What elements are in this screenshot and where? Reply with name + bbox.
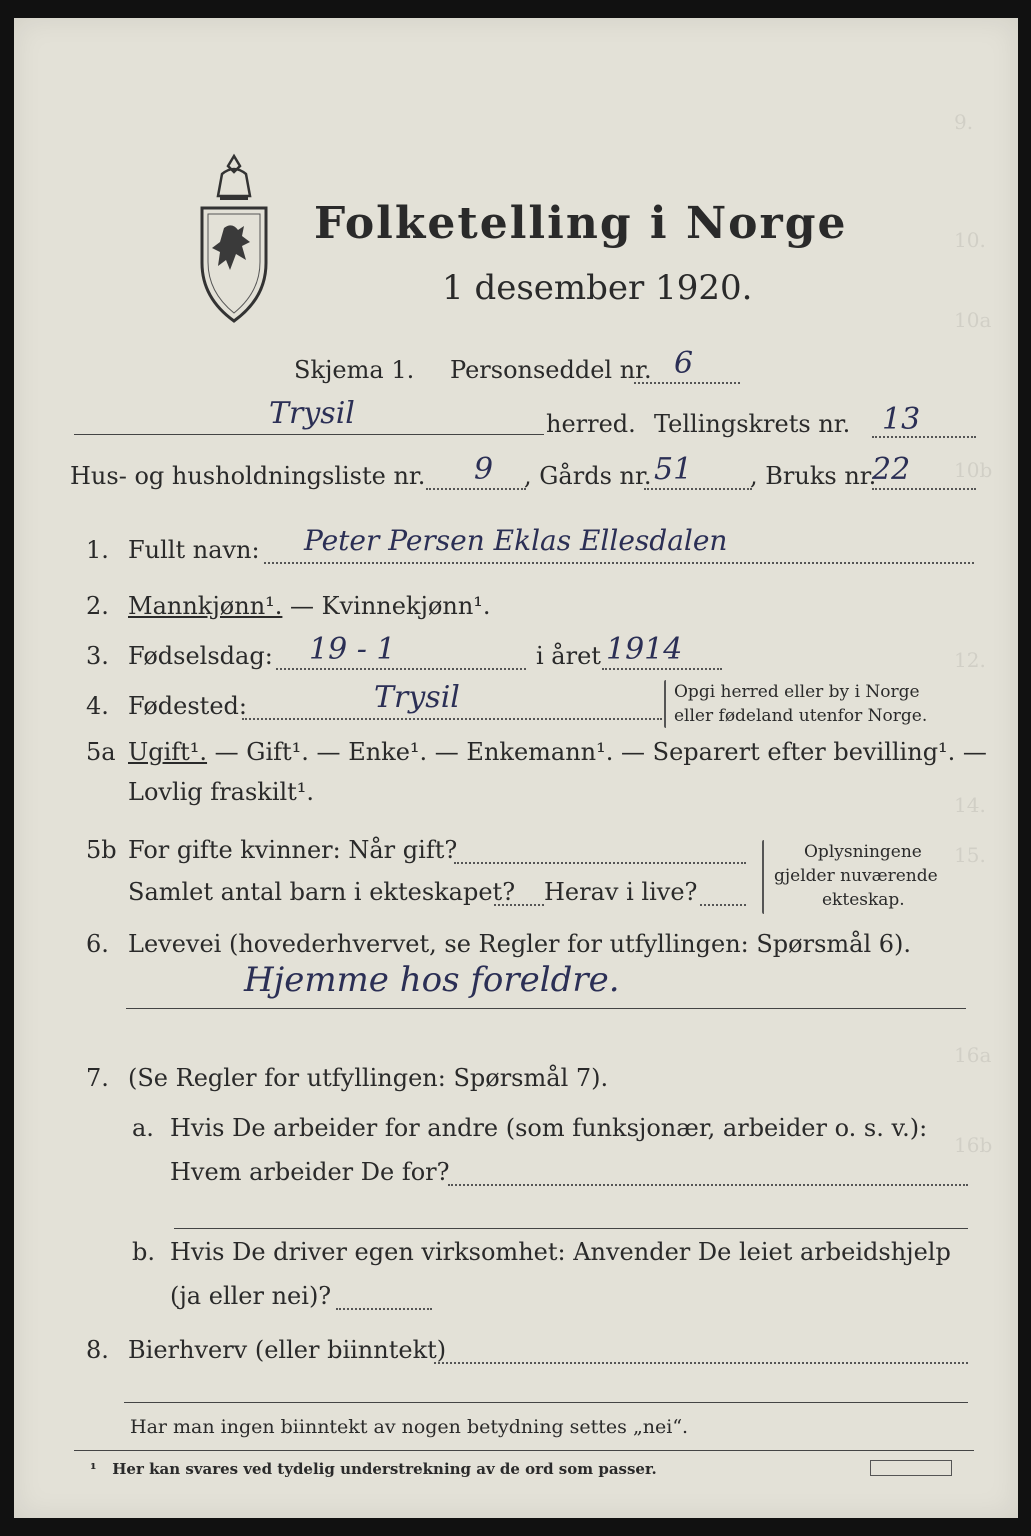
form-date: 1 desember 1920. xyxy=(442,268,753,308)
biinntekt-note: Har man ingen biinntekt av nogen betydning settes „nei“. xyxy=(130,1416,689,1438)
q5a-options: Ugift¹. — Gift¹. — Enke¹. — Enkemann¹. — Separert efter bevilling¹. — xyxy=(128,738,987,766)
household-value: 9 xyxy=(474,452,494,487)
bruks-value: 22 xyxy=(872,452,911,487)
footnote: ¹ Her kan svares ved tydelig understrekning av de ord som passer. xyxy=(90,1460,657,1478)
q5a-line2: Lovlig fraskilt¹. xyxy=(128,778,315,806)
birthplace-note-2: eller fødeland utenfor Norge. xyxy=(674,706,928,726)
q5b-note-2: gjelder nuværende xyxy=(774,866,938,886)
printer-stamp-icon xyxy=(870,1460,952,1476)
gards-label: , Gårds nr. xyxy=(524,462,652,490)
herred-label: herred. xyxy=(546,410,636,438)
q8-number: 8. xyxy=(86,1336,109,1364)
q5b-note-3: ekteskap. xyxy=(822,890,905,910)
q5b-alive-label: Herav i live? xyxy=(544,878,698,906)
q6-number: 6. xyxy=(86,930,109,958)
full-name-value: Peter Persen Eklas Ellesdalen xyxy=(304,524,728,557)
form-title: Folketelling i Norge xyxy=(314,198,848,249)
q1-number: 1. xyxy=(86,536,109,564)
birthplace-note-1: Opgi herred eller by i Norge xyxy=(674,682,920,702)
q1-label: Fullt navn: xyxy=(128,536,260,564)
gards-value: 51 xyxy=(654,452,693,487)
birthplace-value: Trysil xyxy=(374,680,460,715)
q2-number: 2. xyxy=(86,592,109,620)
personseddel-value: 6 xyxy=(674,346,694,381)
q3-number: 3. xyxy=(86,642,109,670)
female-option: Kvinnekjønn¹. xyxy=(321,592,491,620)
q5b-when-label: For gifte kvinner: Når gift? xyxy=(128,836,458,864)
q5b-note-1: Oplysningene xyxy=(804,842,922,862)
q7b-label: Hvis De driver egen virksomhet: Anvender De leiet arbeidshjelp xyxy=(170,1238,951,1266)
ugift-option: Ugift¹. xyxy=(128,738,208,766)
household-label: Hus- og husholdningsliste nr. xyxy=(70,462,426,490)
q7a-question: Hvem arbeider De for? xyxy=(170,1158,450,1186)
norwegian-coat-of-arms-icon xyxy=(194,148,274,328)
bruks-label: , Bruks nr. xyxy=(750,462,877,490)
census-form-sheet: 9. 10. 10a 10b 12. 14. 15. 16a 16b Folketelling i Norge 1 desember 1920. Skjema 1. Personseddel nr. 6 Trysil herred. Tellingskrets nr. 13 Hus- og husholdningsliste nr. 9 , Gårds nr. 51 , Bruks nr. 22 1. Fullt navn: Peter Persen Eklas Ellesdalen 2. Mannkjønn¹. — Kvinnekjønn¹. 3. Fødselsdag: 19 - 1 i året 1914 4. Fødested: Trysil Opgi herred eller by i Norge eller fødeland utenfor Norge. 5a Ugift¹. — Gift¹. — Enke¹. — Enkemann¹. — Separert efter bevilling¹. — Lovlig fraskilt¹. 5b For gifte kvinner: Når gift? Samlet antal barn i ekteskapet? Herav i live? Oplysningene gjelder nuværende ekteskap. 6. Levevei (hovederhvervet, se Regler for utfyllingen: Spørsmål 6). Hjemme hos foreldre. 7. (Se Regler for utfyllingen: Spørsmål 7). a. Hvis De arbeider for andre (som funksjonær, arbeider o. s. v.): Hvem arbeider De for? b. Hvis De driver egen virksomhet: Anvender De leiet arbeidshjelp (ja eller nei)? 8. Bierhverv (eller biinntekt) Har man ingen biinntekt av nogen betydning settes „nei“. ¹ Her kan svares ved tydelig understrekning av de ord som passer. xyxy=(14,18,1018,1518)
q4-label: Fødested: xyxy=(128,692,247,720)
male-option: Mannkjønn¹. xyxy=(128,592,283,620)
occupation-value: Hjemme hos foreldre. xyxy=(244,960,620,1000)
q7a-label: Hvis De arbeider for andre (som funksjonær, arbeider o. s. v.): xyxy=(170,1114,928,1142)
personseddel-label: Personseddel nr. xyxy=(450,356,652,384)
q3-label: Fødselsdag: xyxy=(128,642,273,670)
q7-label: (Se Regler for utfyllingen: Spørsmål 7). xyxy=(128,1064,609,1092)
q6-label: Levevei (hovederhvervet, se Regler for utfyllingen: Spørsmål 6). xyxy=(128,930,912,958)
birth-year-value: 1914 xyxy=(606,632,683,667)
q7b-number: b. xyxy=(132,1238,155,1266)
q4-number: 4. xyxy=(86,692,109,720)
q7a-number: a. xyxy=(132,1114,154,1142)
q2-gender: Mannkjønn¹. — Kvinnekjønn¹. xyxy=(128,592,491,620)
skjema-label: Skjema 1. xyxy=(294,356,415,384)
q5b-children-label: Samlet antal barn i ekteskapet? xyxy=(128,878,516,906)
tellingskrets-label: Tellingskrets nr. xyxy=(654,410,851,438)
q5b-number: 5b xyxy=(86,836,117,864)
q8-label: Bierhverv (eller biinntekt) xyxy=(128,1336,447,1364)
birthdate-value: 19 - 1 xyxy=(309,632,396,667)
q7-number: 7. xyxy=(86,1064,109,1092)
year-label: i året xyxy=(536,642,601,670)
tellingskrets-value: 13 xyxy=(882,402,921,437)
herred-value: Trysil xyxy=(269,396,355,431)
q7b-question: (ja eller nei)? xyxy=(170,1282,332,1310)
q5a-number: 5a xyxy=(86,738,116,766)
